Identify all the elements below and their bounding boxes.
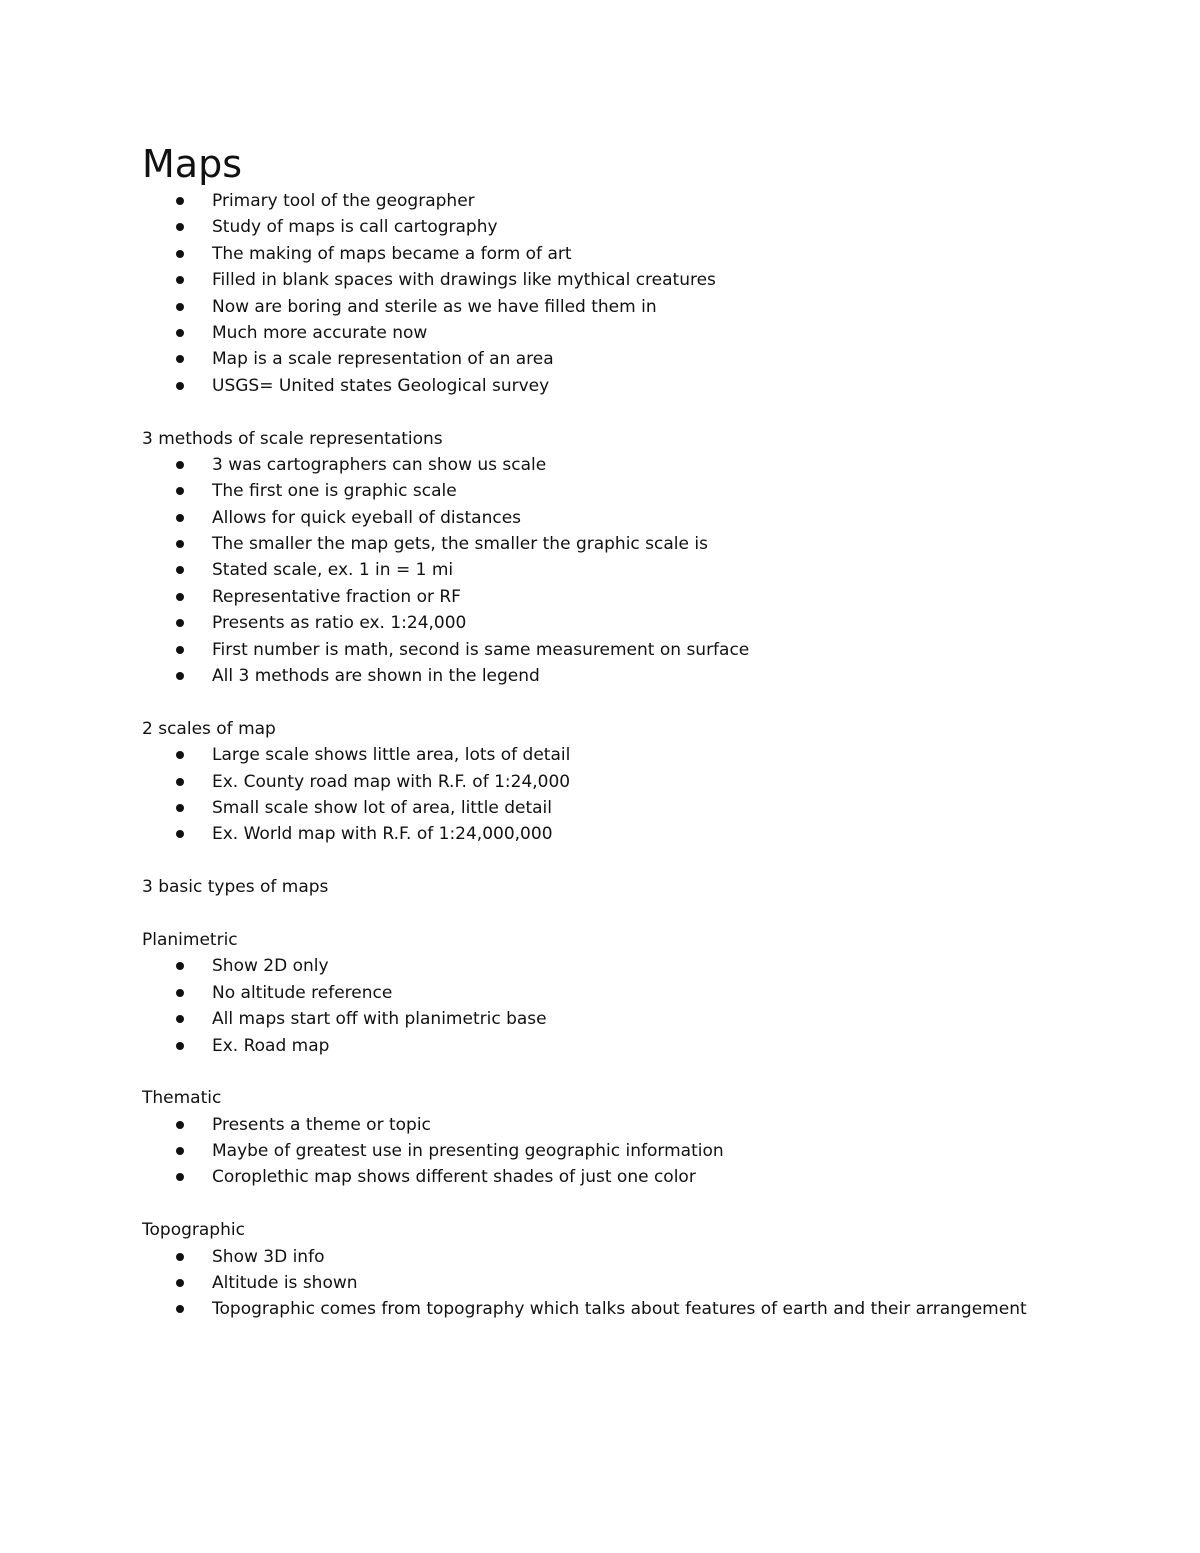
list-item-text: The making of maps became a form of art [212,243,572,264]
bullet-icon [176,540,184,548]
section-heading: 3 methods of scale representations [142,428,443,449]
list-item [142,214,1152,240]
bullet-icon [176,593,184,601]
list-item [142,795,1152,821]
list-item-text: Much more accurate now [212,322,428,343]
bullet-icon [176,672,184,680]
list-item-text: Maybe of greatest use in presenting geographic information [212,1141,724,1162]
scale-methods-list [142,452,1152,690]
bullet-icon [176,355,184,363]
bullet-icon [176,1305,184,1313]
topographic-list [142,1244,1152,1323]
list-item [142,821,1152,847]
list-item-text: Ex. Road map [212,1035,330,1056]
paragraph-gap [142,689,1152,715]
list-item-text: Map is a scale representation of an area [212,349,554,370]
list-item-text: Now are boring and sterile as we have filled them in [212,296,657,317]
list-item [142,769,1152,795]
list-item-text: Filled in blank spaces with drawings like mythical creatures [212,270,716,291]
list-item-text: No altitude reference [212,982,393,1003]
list-item [142,1138,1152,1164]
list-item-text: Show 2D only [212,956,329,977]
section-heading: 2 scales of map [142,718,276,739]
list-item [142,953,1152,979]
list-item [142,373,1152,399]
list-item [142,294,1152,320]
list-item [142,663,1152,689]
list-item-text: Presents a theme or topic [212,1114,431,1135]
list-item-text: First number is math, second is same measurement on surface [212,639,750,660]
bullet-icon [176,619,184,627]
bullet-icon [176,830,184,838]
bullet-icon [176,1042,184,1050]
list-item [142,267,1152,293]
bullet-icon [176,778,184,786]
list-item-text: Presents as ratio ex. 1:24,000 [212,613,467,634]
list-item [142,1006,1152,1032]
list-item [142,1270,1152,1296]
list-item [142,1244,1152,1270]
paragraph-gap [142,1059,1152,1085]
bullet-icon [176,461,184,469]
scale-methods-section [142,426,1152,690]
list-item-text: Altitude is shown [212,1273,358,1294]
list-item [142,1112,1152,1138]
section-heading: Planimetric [142,929,238,950]
list-item-text: USGS= United states Geological survey [212,375,550,396]
list-item [142,1296,1152,1322]
bullet-icon [176,223,184,231]
list-item [142,320,1152,346]
bullet-icon [176,1147,184,1155]
list-item [142,584,1152,610]
paragraph-gap [142,848,1152,874]
list-item [142,1033,1152,1059]
bullet-icon [176,646,184,654]
list-item [142,557,1152,583]
bullet-icon [176,514,184,522]
list-item-text: All 3 methods are shown in the legend [212,666,540,687]
paragraph-gap [142,901,1152,927]
topographic-section [142,1217,1152,1323]
bullet-icon [176,1173,184,1181]
list-item-text: 3 was cartographers can show us scale [212,454,547,475]
planimetric-list [142,953,1152,1059]
bullet-icon [176,329,184,337]
map-types-heading: 3 basic types of maps [142,877,329,898]
bullet-icon [176,382,184,390]
list-item [142,188,1152,214]
bullet-icon [176,487,184,495]
list-item [142,1164,1152,1190]
list-item-text: Large scale shows little area, lots of detail [212,745,571,766]
list-item-text: Stated scale, ex. 1 in = 1 mi [212,560,454,581]
list-item-text: Allows for quick eyeball of distances [212,507,522,528]
list-item [142,637,1152,663]
bullet-icon [176,989,184,997]
list-item [142,346,1152,372]
map-scales-list [142,742,1152,848]
page-title: Maps [142,142,242,186]
bullet-icon [176,1121,184,1129]
list-item [142,478,1152,504]
list-item [142,531,1152,557]
list-item-text: Study of maps is call cartography [212,217,498,238]
list-item-text: The smaller the map gets, the smaller the graphic scale is [212,534,708,555]
list-item-text: Ex. World map with R.F. of 1:24,000,000 [212,824,553,845]
list-item-text: Small scale show lot of area, little detail [212,797,553,818]
bullet-icon [176,1015,184,1023]
bullet-icon [176,962,184,970]
list-item-text: Representative fraction or RF [212,586,461,607]
thematic-list [142,1112,1152,1191]
list-item-text: Primary tool of the geographer [212,191,475,211]
list-item [142,505,1152,531]
intro-list [142,188,1152,399]
list-item [142,742,1152,768]
bullet-icon [176,804,184,812]
document-page [142,140,1152,1323]
list-item [142,610,1152,636]
list-item-text: Ex. County road map with R.F. of 1:24,000 [212,771,571,792]
section-heading: Topographic [142,1220,245,1241]
list-item [142,980,1152,1006]
list-item [142,452,1152,478]
bullet-icon [176,751,184,759]
paragraph-gap [142,399,1152,425]
bullet-icon [176,1279,184,1287]
list-item-text: The first one is graphic scale [212,481,457,502]
paragraph-gap [142,1191,1152,1217]
planimetric-section [142,927,1152,1059]
list-item-text: Show 3D info [212,1246,325,1267]
thematic-section [142,1085,1152,1191]
bullet-icon [176,566,184,574]
list-item-text: All maps start off with planimetric base [212,1009,547,1030]
bullet-icon [176,1253,184,1261]
list-item-text: Topographic comes from topography which talks about features of earth and their arrangement [212,1299,1027,1320]
bullet-icon [176,250,184,258]
bullet-icon [176,303,184,311]
map-scales-section [142,716,1152,848]
bullet-icon [176,197,184,205]
bullet-icon [176,276,184,284]
list-item [142,241,1152,267]
list-item-text: Coroplethic map shows different shades of just one color [212,1167,696,1188]
section-heading: Thematic [142,1088,222,1109]
